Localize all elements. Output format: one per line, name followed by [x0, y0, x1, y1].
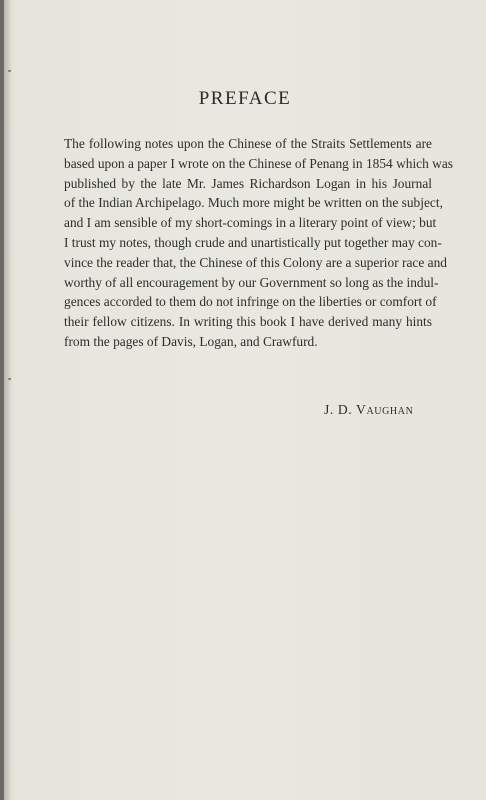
paragraph-line: published by the late Mr. James Richardson Logan in his Journal — [64, 175, 432, 191]
paragraph-line: I trust my notes, though crude and unartistically put together may con- — [64, 234, 442, 250]
paragraph-line: their fellow citizens. In writing this book I have derived many hints — [64, 314, 432, 330]
paragraph-line: The following notes upon the Chinese of the Straits Settlements are — [64, 136, 432, 151]
page-edge-mark — [8, 70, 11, 72]
paragraph-line: of the Indian Archipelago. Much more might be written on the subject, — [64, 195, 443, 211]
paragraph-line: gences accorded to them do not infringe on the liberties or comfort of — [64, 294, 437, 310]
paragraph-line: from the pages of Davis, Logan, and Crawfurd. — [64, 333, 318, 349]
paragraph-line: based upon a paper I wrote on the Chinese of Penang in 1854 which was — [64, 155, 453, 171]
book-page — [4, 0, 486, 800]
paragraph-line: worthy of all encouragement by our Government so long as the indul- — [64, 274, 439, 290]
author-signature: J. D. Vaughan — [324, 402, 414, 417]
page-edge-mark — [8, 378, 11, 380]
paragraph-line: and I am sensible of my short-comings in a literary point of view; but — [64, 215, 437, 231]
paragraph-line: vince the reader that, the Chinese of this Colony are a superior race and — [64, 254, 447, 270]
page-title: PREFACE — [198, 88, 292, 109]
preface-paragraph — [64, 134, 453, 352]
page-gutter-shadow — [4, 0, 12, 800]
